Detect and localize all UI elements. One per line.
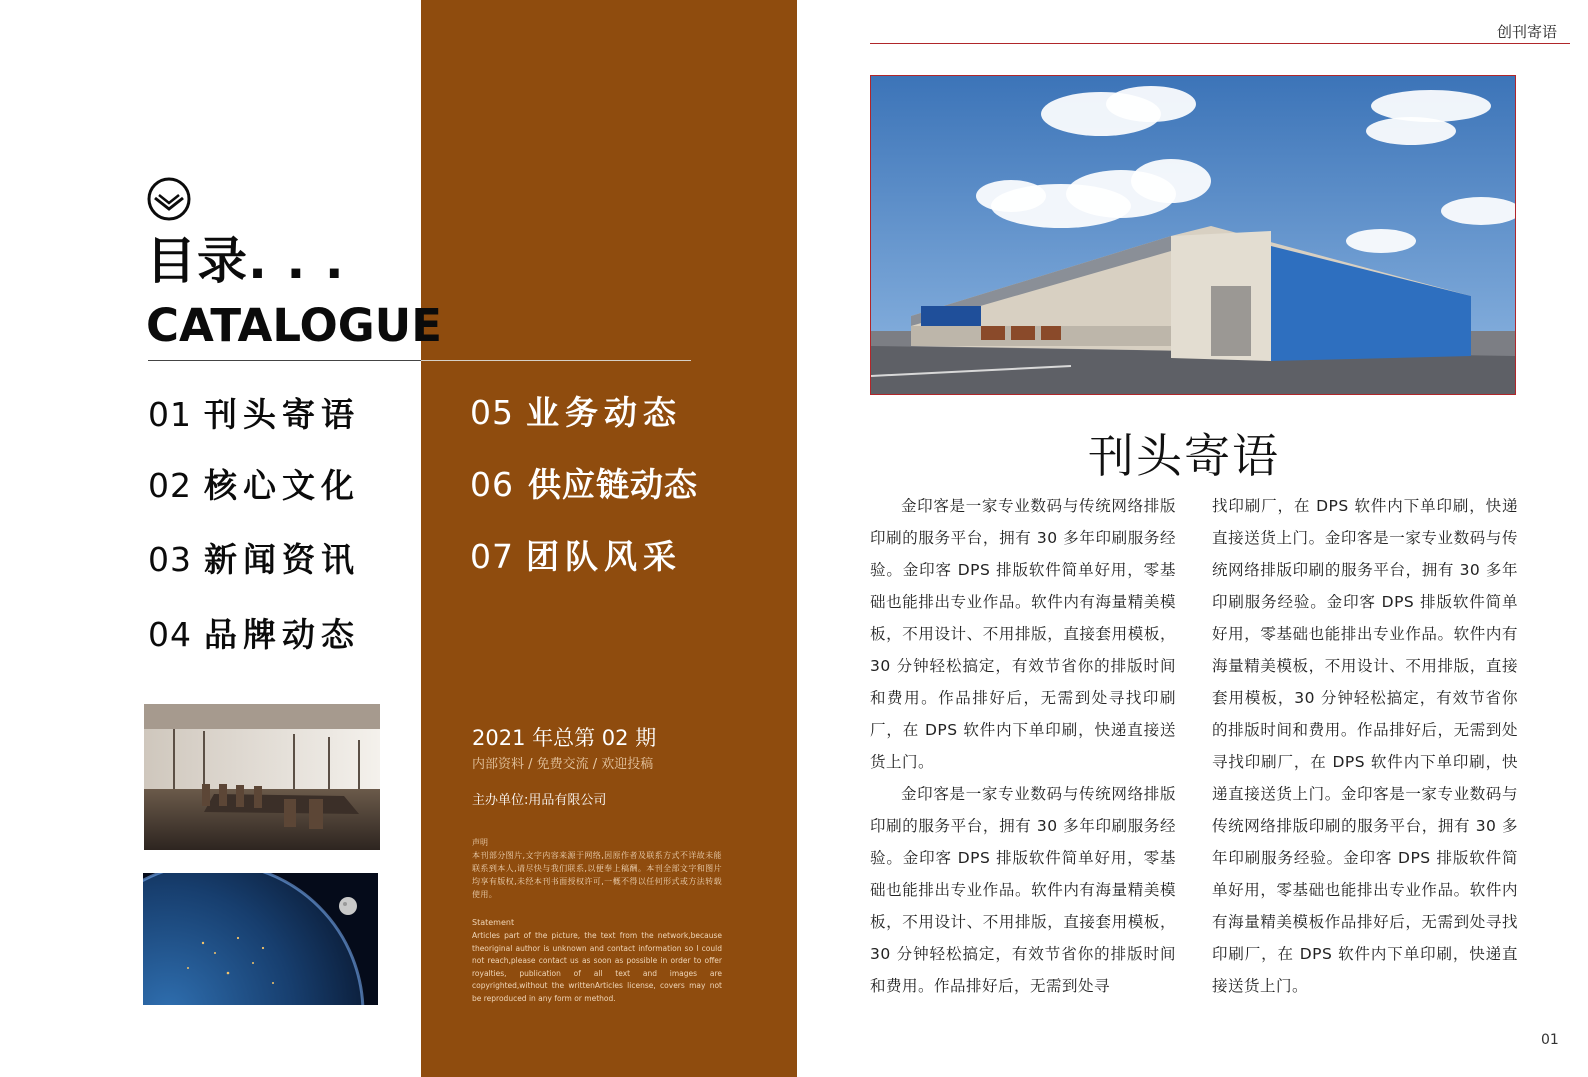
toc-divider: [148, 360, 421, 361]
toc-item-02[interactable]: [148, 466, 360, 505]
toc-item-07[interactable]: [470, 537, 682, 576]
article-paragraph: 金印客是一家专业数码与传统网络排版印刷的服务平台，拥有 30 多年印刷服务经验。金印客 DPS 排版软件简单好用，零基础也能排出专业作品。软件内有海量精美模板，不用设计、不用排版，直接套用模板，30 分钟轻松搞定，有效节省你的排版时间和费用。作品排好后，无需到处寻: [870, 785, 1176, 995]
statement-text: Articles part of the picture, the text from the network,because theoriginal author is unknown and contact information so I could not reach,please contact us as soon as possible in order to offer royalties, publication of all text and images are copyrighted,without the writtenArticles license, covers may not be reproduced in any form or method.: [472, 931, 722, 1003]
meeting-room-photo: [144, 704, 380, 850]
toc-subheading: CATALOGUE: [146, 299, 442, 352]
toc-item-number: 07: [470, 537, 514, 576]
toc-item-label: 业务动态: [526, 393, 682, 432]
article-column-left: [870, 490, 1176, 1002]
statement-label: Statement: [472, 918, 515, 927]
earth-space-photo: [143, 873, 378, 1005]
article-paragraph: 找印刷厂，在 DPS 软件内下单印刷，快递直接送货上门。金印客是一家专业数码与传统网络排版印刷的服务平台，拥有 30 多年印刷服务经验。金印客 DPS 排版软件简单好用，零基础也能排出专业作品。软件内有海量精美模板，不用设计、不用排版，直接套用模板，30 分钟轻松搞定，有效节省你的排版时间和费用。作品排好后，无需到处寻找印刷厂，在 DPS 软件内下单印刷，快递直接送货上门。金印客是一家专业数码与传统网络排版印刷的服务平台，拥有 30 多年印刷服务经验。金印客 DPS 排版软件简单好用，零基础也能排出专业作品。软件内有海量精美模板作品排好后，无需到处寻找印刷厂，在 DPS 软件内下单印刷，快递直接送货上门。: [1212, 497, 1518, 995]
toc-item-number: 03: [148, 540, 192, 579]
toc-heading: 目录. . .: [146, 232, 345, 290]
toc-item-01[interactable]: [148, 395, 360, 434]
toc-item-label: 品牌动态: [204, 615, 360, 654]
toc-item-label: 新闻资讯: [204, 540, 360, 579]
issue-subtitle: 内部资料 / 免费交流 / 欢迎投稿: [472, 757, 654, 772]
logo-icon: [146, 176, 192, 222]
article-title: 刊头寄语: [1088, 429, 1280, 483]
page-number: 01: [1541, 1032, 1559, 1048]
toc-item-label: 刊头寄语: [204, 395, 360, 434]
notice-label: 声明: [472, 838, 488, 847]
toc-item-label: 供应链动态: [528, 465, 698, 504]
warehouse-photo: [870, 75, 1516, 395]
toc-item-03[interactable]: [148, 540, 360, 579]
article-column-right: [1212, 490, 1518, 1002]
toc-item-number: 06: [470, 465, 514, 504]
organizer: 主办单位:用品有限公司: [472, 793, 607, 808]
toc-item-label: 团队风采: [526, 537, 682, 576]
toc-item-number: 02: [148, 466, 192, 505]
notice-text: 本刊部分图片,文字内容来源于网络,因原作者及联系方式不详故未能联系到本人,请尽快与我们联系,以便奉上稿酬。本刊全部文字和图片均享有版权,未经本刊书面授权许可,一概不得以任何形式或方法转载使用。: [472, 851, 722, 899]
issue-title: 2021 年总第 02 期: [472, 726, 657, 750]
toc-item-06[interactable]: [470, 465, 698, 504]
toc-item-label: 核心文化: [204, 466, 360, 505]
toc-item-04[interactable]: [148, 615, 360, 654]
section-tag: 创刊寄语: [1497, 23, 1558, 41]
toc-item-number: 05: [470, 393, 514, 432]
article-paragraph: 金印客是一家专业数码与传统网络排版印刷的服务平台，拥有 30 多年印刷服务经验。金印客 DPS 排版软件简单好用，零基础也能排出专业作品。软件内有海量精美模板，不用设计、不用排版，直接套用模板，30 分钟轻松搞定，有效节省你的排版时间和费用。作品排好后，无需到处寻找印刷厂，在 DPS 软件内下单印刷，快递直接送货上门。: [870, 497, 1176, 771]
header-rule: [870, 43, 1570, 44]
toc-divider-light: [421, 360, 691, 361]
toc-item-number: 04: [148, 615, 192, 654]
toc-item-number: 01: [148, 395, 192, 434]
toc-item-05[interactable]: [470, 393, 682, 432]
